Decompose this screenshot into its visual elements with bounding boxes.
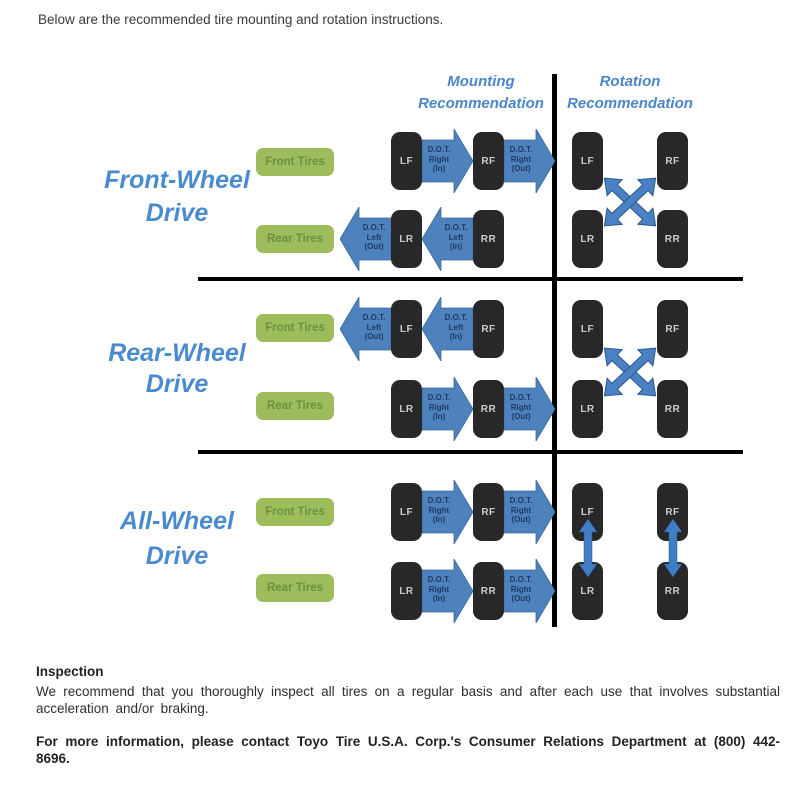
- dot-arrow-label: [422, 496, 456, 525]
- dot-arrow-label-line: (Out): [511, 164, 531, 173]
- dot-arrow-right: [504, 480, 555, 544]
- tire-rf: [473, 132, 504, 190]
- dot-arrow-label-line: D.O.T.: [444, 223, 468, 232]
- drive-type-label-rear-wheel-drive: Rear-Wheel: [108, 339, 246, 367]
- dot-arrow-label-line: D.O.T.: [444, 313, 468, 322]
- drive-type-label-rear-wheel-drive: Drive: [145, 370, 209, 398]
- tire-lf: [391, 132, 422, 190]
- dot-arrow-label: [422, 145, 456, 174]
- tire-rf: [657, 300, 688, 358]
- tire-label: RR: [480, 233, 497, 245]
- dot-arrow-left: [340, 297, 391, 361]
- rotation-column-header: [550, 71, 710, 115]
- tire-lf: [572, 300, 603, 358]
- row-divider-line-2: [198, 450, 743, 454]
- mounting-header-line1: Mounting: [447, 73, 515, 90]
- tire-lr: [391, 210, 422, 268]
- tire-rr: [657, 210, 688, 268]
- dot-arrow-label-line: (Out): [511, 412, 531, 421]
- cross-rotation-arrows-icon: [601, 345, 659, 399]
- tire-label: LR: [399, 233, 414, 245]
- rotation-header-line2: Recommendation: [567, 95, 693, 112]
- dot-arrow-label-line: Right: [510, 154, 532, 164]
- tire-rr: [473, 210, 504, 268]
- tire-lf: [391, 483, 422, 541]
- dot-arrow-right: [422, 129, 473, 193]
- tire-label: RR: [480, 403, 497, 415]
- tire-label: LR: [399, 403, 414, 415]
- front-tires-badge: Front Tires: [256, 314, 334, 342]
- dot-arrow-label-line: Left: [366, 232, 382, 242]
- dot-arrow-label-line: D.O.T.: [509, 393, 533, 402]
- dot-arrow-label-line: D.O.T.: [427, 145, 451, 154]
- tire-label: LR: [580, 403, 595, 415]
- tire-lf: [572, 132, 603, 190]
- tire-lr: [572, 210, 603, 268]
- dot-arrow-label-line: Right: [510, 402, 532, 412]
- dot-arrow-label: [357, 223, 391, 252]
- tire-lf: [391, 300, 422, 358]
- tire-label: RF: [665, 323, 680, 335]
- dot-arrow-label-line: D.O.T.: [362, 313, 386, 322]
- dot-arrow-left: [422, 207, 473, 271]
- tire-label: RF: [665, 506, 680, 518]
- tire-lr: [572, 380, 603, 438]
- rotation-header-line1: Rotation: [599, 73, 661, 90]
- dot-arrow-label-line: (In): [432, 412, 446, 421]
- tire-label: RR: [664, 403, 681, 415]
- rear-tires-badge: Rear Tires: [256, 392, 334, 420]
- dot-arrow-right: [422, 377, 473, 441]
- dot-arrow-label-line: Left: [448, 232, 464, 242]
- tire-lr: [391, 562, 422, 620]
- tire-label: RF: [481, 323, 496, 335]
- dot-arrow-label-line: (In): [432, 164, 446, 173]
- dot-arrow-label-line: Right: [428, 402, 450, 412]
- tire-rr: [473, 380, 504, 438]
- mounting-column-header: [401, 71, 561, 115]
- dot-arrow-label-line: D.O.T.: [427, 575, 451, 584]
- dot-arrow-right: [422, 480, 473, 544]
- tire-lr: [391, 380, 422, 438]
- tire-rr: [473, 562, 504, 620]
- dot-arrow-label-line: D.O.T.: [509, 575, 533, 584]
- tire-label: LR: [399, 585, 414, 597]
- dot-arrow-label-line: D.O.T.: [509, 145, 533, 154]
- dot-arrow-label: [504, 575, 538, 604]
- drive-type-label-all-wheel-drive: All-Wheel: [120, 507, 234, 535]
- tire-label: LF: [399, 155, 414, 167]
- tire-label: RF: [481, 155, 496, 167]
- drive-type-label-front-wheel-drive: Drive: [145, 199, 209, 227]
- dot-arrow-label-line: D.O.T.: [362, 223, 386, 232]
- dot-arrow-label-line: Right: [510, 584, 532, 594]
- dot-arrow-label-line: (In): [449, 242, 463, 251]
- dot-arrow-label-line: (In): [449, 332, 463, 341]
- dot-arrow-label-line: Right: [428, 154, 450, 164]
- dot-arrow-left: [340, 207, 391, 271]
- row-divider-line-1: [198, 277, 743, 281]
- dot-arrow-label: [439, 223, 473, 252]
- tire-label: LF: [399, 323, 414, 335]
- front-to-back-rotation-arrow-icon: [664, 519, 682, 577]
- dot-arrow-label: [504, 145, 538, 174]
- dot-arrow-right: [422, 559, 473, 623]
- front-tires-badge: Front Tires: [256, 498, 334, 526]
- front-tires-badge: Front Tires: [256, 148, 334, 176]
- dot-arrow-left: [422, 297, 473, 361]
- dot-arrow-right: [504, 129, 555, 193]
- dot-arrow-label-line: Right: [510, 505, 532, 515]
- intro-text: Below are the recommended tire mounting and rotation instructions.: [38, 12, 444, 27]
- drive-type-label-all-wheel-drive: Drive: [145, 542, 209, 570]
- dot-arrow-right: [504, 559, 555, 623]
- rear-tires-badge: Rear Tires: [256, 225, 334, 253]
- tire-label: LF: [580, 506, 595, 518]
- mounting-header-line2: Recommendation: [418, 95, 544, 112]
- tire-rf: [473, 483, 504, 541]
- inspection-heading: Inspection: [36, 664, 104, 679]
- tire-label: RR: [664, 585, 681, 597]
- tire-label: RF: [665, 155, 680, 167]
- dot-arrow-label-line: (Out): [511, 515, 531, 524]
- dot-arrow-label-line: Left: [366, 322, 382, 332]
- dot-arrow-label-line: Right: [428, 584, 450, 594]
- tire-label: LF: [399, 506, 414, 518]
- tire-label: LF: [580, 155, 595, 167]
- tire-label: LF: [580, 323, 595, 335]
- dot-arrow-label-line: D.O.T.: [427, 393, 451, 402]
- front-to-back-rotation-arrow-icon: [579, 519, 597, 577]
- dot-arrow-label-line: Left: [448, 322, 464, 332]
- tire-label: RR: [480, 585, 497, 597]
- tire-rf: [657, 132, 688, 190]
- dot-arrow-label-line: (Out): [511, 594, 531, 603]
- contact-paragraph: For more information, please contact Toyo Tire U.S.A. Corp.'s Consumer Relations Department at (800) 442-8696.: [36, 734, 780, 766]
- dot-arrow-label-line: D.O.T.: [427, 496, 451, 505]
- tire-rr: [657, 380, 688, 438]
- dot-arrow-label-line: D.O.T.: [509, 496, 533, 505]
- tire-rf: [473, 300, 504, 358]
- tire-label: LR: [580, 585, 595, 597]
- drive-type-label-front-wheel-drive: Front-Wheel: [104, 166, 250, 194]
- dot-arrow-label: [357, 313, 391, 342]
- dot-arrow-label: [439, 313, 473, 342]
- dot-arrow-label-line: (Out): [364, 332, 384, 341]
- dot-arrow-label-line: (In): [432, 594, 446, 603]
- rear-tires-badge: Rear Tires: [256, 574, 334, 602]
- dot-arrow-label: [422, 575, 456, 604]
- cross-rotation-arrows-icon: [601, 175, 659, 229]
- dot-arrow-label: [504, 496, 538, 525]
- tire-label: RR: [664, 233, 681, 245]
- dot-arrow-right: [504, 377, 555, 441]
- dot-arrow-label: [504, 393, 538, 422]
- dot-arrow-label: [422, 393, 456, 422]
- dot-arrow-label-line: (In): [432, 515, 446, 524]
- dot-arrow-label-line: (Out): [364, 242, 384, 251]
- tire-label: RF: [481, 506, 496, 518]
- dot-arrow-label-line: Right: [428, 505, 450, 515]
- tire-label: LR: [580, 233, 595, 245]
- inspection-paragraph: We recommend that you thoroughly inspect all tires on a regular basis and after each use that involves substantial acceleration and/or braking.: [36, 684, 780, 716]
